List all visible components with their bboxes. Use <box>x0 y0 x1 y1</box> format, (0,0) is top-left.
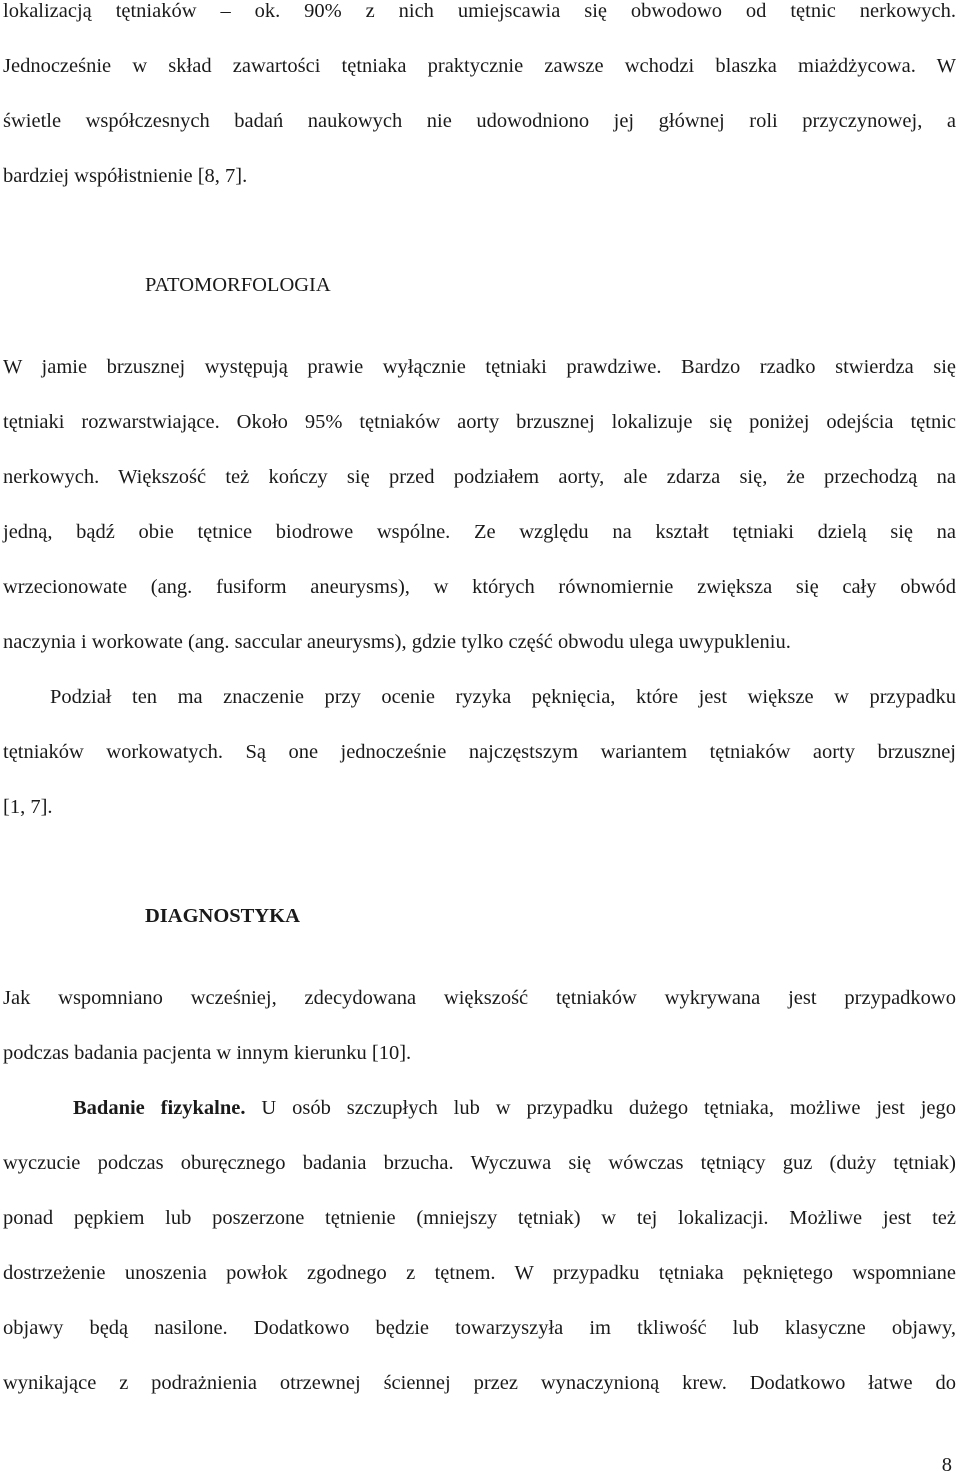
text-line: jedną, bądź obie tętnice biodrowe wspólne. Ze względu na kształt tętniaki dzielą się na <box>3 521 956 543</box>
text-line: bardziej współistnienie [8, 7]. <box>3 165 248 187</box>
text-line: tętniaki rozwarstwiające. Około 95% tętniaków aorty brzusznej lokalizuje się poniżej odejścia tętnic <box>3 411 956 433</box>
text-run: U osób szczupłych lub w przypadku dużego tętniaka, możliwe jest jego <box>245 1097 956 1119</box>
text-line: naczynia i workowate (ang. saccular aneurysms), gdzie tylko część obwodu ulega uwypukleniu. <box>3 631 791 653</box>
text-line: objawy będą nasilone. Dodatkowo będzie towarzyszyła im tkliwość lub klasyczne objawy, <box>3 1317 956 1339</box>
text-line: Jednocześnie w skład zawartości tętniaka praktycznie zawsze wchodzi blaszka miażdżycowa. W <box>3 55 956 77</box>
text-line: [1, 7]. <box>3 796 53 818</box>
text-line <box>73 1093 956 1123</box>
badanie-fizykalne-label: Badanie fizykalne. <box>73 1097 246 1119</box>
text-line: Podział ten ma znaczenie przy ocenie ryzyka pęknięcia, które jest większe w przypadku <box>50 686 956 708</box>
page-number: 8 <box>941 1454 952 1476</box>
text-line: tętniaków workowatych. Są one jednocześnie najczęstszym wariantem tętniaków aorty brzusznej <box>3 741 956 763</box>
text-line: ponad pępkiem lub poszerzone tętnienie (mniejszy tętniak) w tej lokalizacji. Możliwe jest też <box>3 1207 956 1229</box>
text-line: lokalizacją tętniaków – ok. 90% z nich umiejscawia się obwodowo od tętnic nerkowych. <box>3 0 956 22</box>
text-line: nerkowych. Większość też kończy się przed podziałem aorty, ale zdarza się, że przechodzą na <box>3 466 956 488</box>
text-line: W jamie brzusznej występują prawie wyłącznie tętniaki prawdziwe. Bardzo rzadko stwierdza się <box>3 356 956 378</box>
section-heading-patomorfologia: PATOMORFOLOGIA <box>145 274 331 296</box>
text-line: wyczucie podczas oburęcznego badania brzucha. Wyczuwa się wówczas tętniący guz (duży tętniak) <box>3 1152 956 1174</box>
text-line: wrzecionowate (ang. fusiform aneurysms), w których równomiernie zwiększa się cały obwód <box>3 576 956 598</box>
text-line: wynikające z podrażnienia otrzewnej ściennej przez wynaczynioną krew. Dodatkowo łatwe do <box>3 1372 956 1394</box>
text-line: dostrzeżenie unoszenia powłok zgodnego z tętnem. W przypadku tętniaka pękniętego wspomniane <box>3 1262 956 1284</box>
text-line: podczas badania pacjenta w innym kierunku [10]. <box>3 1042 412 1064</box>
text-line: świetle współczesnych badań naukowych nie udowodniono jej głównej roli przyczynowej, a <box>3 110 956 132</box>
section-heading-diagnostyka: DIAGNOSTYKA <box>145 905 300 927</box>
text-line: Jak wspomniano wcześniej, zdecydowana większość tętniaków wykrywana jest przypadkowo <box>3 987 956 1009</box>
